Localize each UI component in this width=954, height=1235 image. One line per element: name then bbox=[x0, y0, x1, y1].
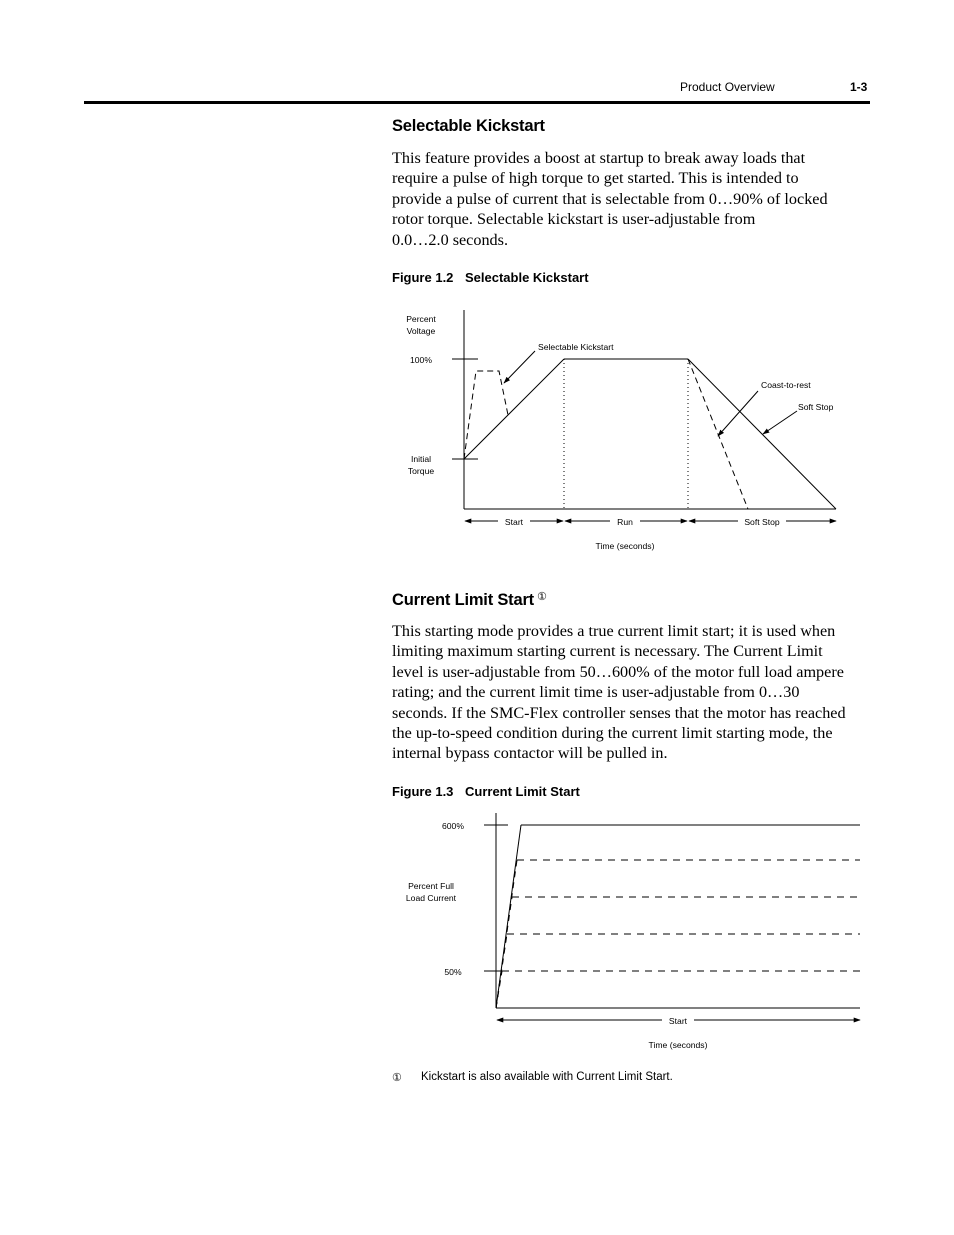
body-line: require a pulse of high torque to get started. This is intended to bbox=[392, 169, 799, 188]
heading-text: Current Limit Start bbox=[392, 591, 534, 609]
page-number: 1-3 bbox=[850, 80, 868, 94]
kickstart-label: Selectable Kickstart bbox=[538, 342, 614, 352]
footnote-reference: ① bbox=[536, 591, 547, 603]
tick-label-600: 600% bbox=[442, 821, 464, 831]
coast-to-rest-label: Coast-to-rest bbox=[761, 380, 811, 390]
body-line: This starting mode provides a true current limit start; it is used when bbox=[392, 622, 836, 640]
body-line: 0.0…2.0 seconds. bbox=[392, 230, 508, 249]
phase-softstop-label: Soft Stop bbox=[744, 517, 780, 527]
body-line: rating; and the current limit time is user-adjustable from 0…30 bbox=[392, 683, 800, 702]
figure-number: Figure 1.2 bbox=[392, 270, 454, 285]
body-line: This feature provides a boost at startup to break away loads that bbox=[392, 149, 806, 167]
footnote-mark: ① bbox=[392, 1072, 402, 1084]
figure-number: Figure 1.3 bbox=[392, 784, 454, 799]
initial-torque-line2: Torque bbox=[407, 466, 435, 476]
tick-label-100: 100% bbox=[410, 355, 432, 365]
body-line: internal bypass contactor will be pulled in. bbox=[392, 744, 668, 763]
body-line: limiting maximum starting current is necessary. The Current Limit bbox=[392, 642, 823, 661]
initial-torque-line1: Initial bbox=[410, 454, 432, 464]
body-line: provide a pulse of current that is selectable from 0…90% of locked bbox=[392, 189, 828, 208]
y-label-line2: Voltage bbox=[406, 326, 436, 336]
body-line: rotor torque. Selectable kickstart is user-adjustable from bbox=[392, 210, 756, 229]
section-heading-selectable-kickstart: Selectable Kickstart bbox=[392, 117, 545, 135]
phase-start-label: Start bbox=[504, 517, 524, 527]
body-line: level is user-adjustable from 50…600% of the motor full load ampere bbox=[392, 662, 844, 681]
x-axis-label: Time (seconds) bbox=[648, 1040, 708, 1050]
running-header-title: Product Overview bbox=[680, 80, 775, 94]
y-label-line1: Percent Full bbox=[408, 881, 454, 891]
figure-title: Selectable Kickstart bbox=[465, 270, 589, 285]
footnote-text: Kickstart is also available with Current Limit Start. bbox=[421, 1071, 673, 1083]
body-line: seconds. If the SMC-Flex controller senses that the motor has reached bbox=[392, 703, 846, 722]
y-label-line2: Load Current bbox=[405, 893, 457, 903]
figure-title: Current Limit Start bbox=[465, 784, 580, 799]
phase-start-label: Start bbox=[668, 1016, 688, 1026]
body-line: the up-to-speed condition during the current limit starting mode, the bbox=[392, 724, 833, 743]
phase-run-label: Run bbox=[617, 517, 633, 527]
soft-stop-label: Soft Stop bbox=[798, 402, 834, 412]
x-axis-label: Time (seconds) bbox=[595, 541, 655, 551]
y-label-line1: Percent bbox=[406, 314, 436, 324]
tick-label-50: 50% bbox=[444, 967, 462, 977]
